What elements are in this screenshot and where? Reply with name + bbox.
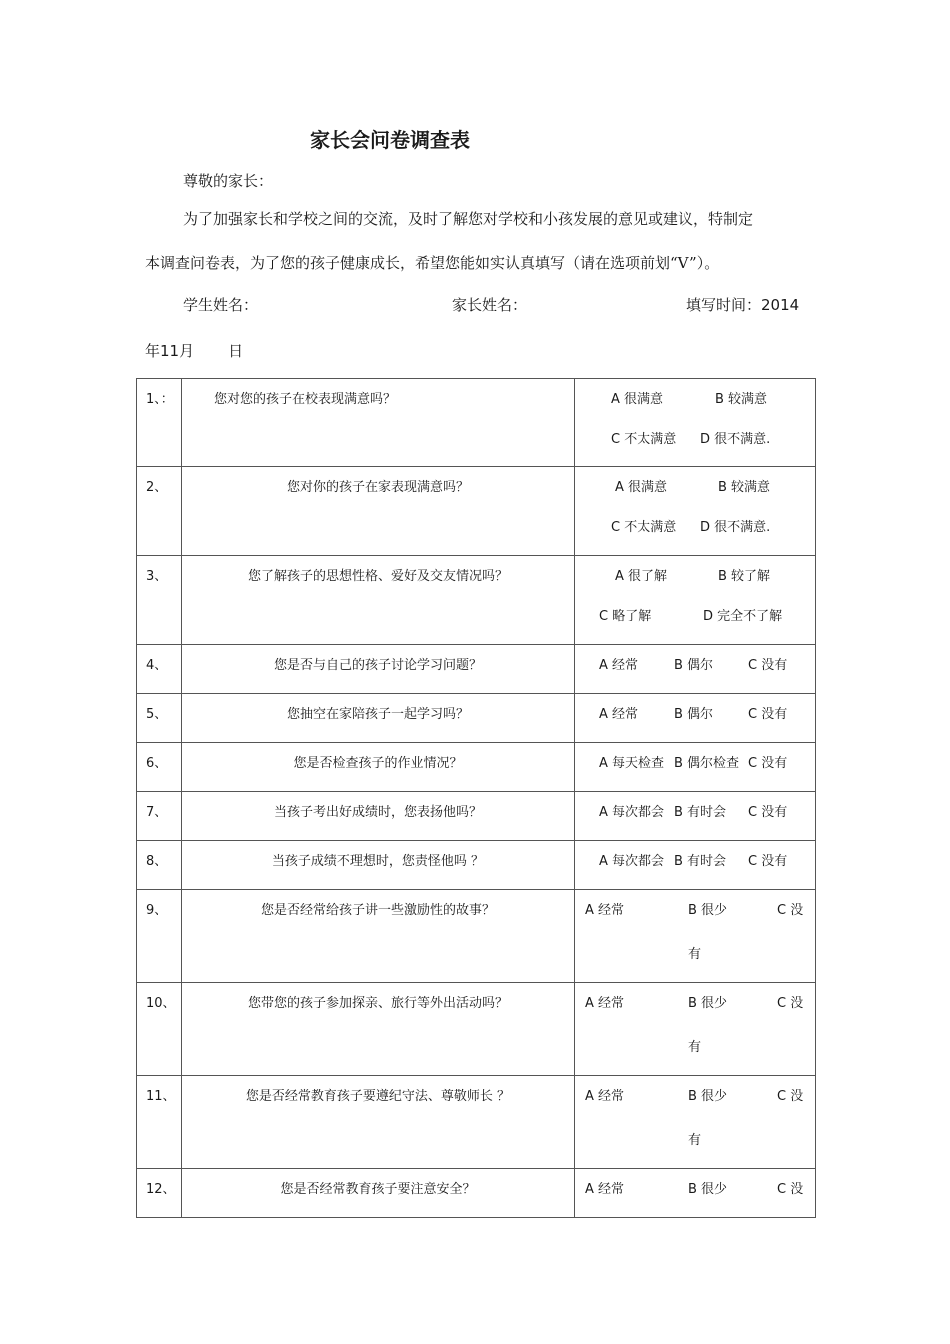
answer-option[interactable]: C 没有 [748,805,788,820]
question-text: 您是否与自己的孩子讨论学习问题？ [273,658,482,673]
answer-option[interactable]: A 每次都会 [599,805,665,820]
question-row [137,556,816,645]
option-line [575,983,815,1027]
option-line [575,841,815,881]
answer-option[interactable]: D 完全不了解 [703,609,783,624]
answer-option[interactable]: B 较了解 [718,569,771,584]
question-row [137,1169,816,1218]
option-line [575,1076,815,1120]
question-text: 您了解孩子的思想性格、爱好及交友情况吗？ [247,569,508,584]
answer-option[interactable]: C 没 [777,903,804,918]
greeting: 尊敬的家长： [183,172,274,190]
option-line [575,934,815,978]
fill-time-label: 填写时间：2014 [686,296,800,314]
answer-option[interactable]: B 偶尔 [674,658,714,673]
option-line [575,507,815,547]
answer-option[interactable]: C 不太满意 [611,432,677,447]
question-text: 您对你的孩子在家表现满意吗？ [286,480,469,495]
question-text: 当孩子考出好成绩时，您表扬他吗？ [273,805,482,820]
option-line [575,890,815,934]
question-text: 您是否经常教育孩子要注意安全？ [280,1182,476,1197]
question-row [137,467,816,556]
answer-option[interactable]: D 很不满意. [700,520,771,535]
question-number: 2、 [146,480,168,495]
question-row [137,983,816,1076]
question-text: 您对您的孩子在校表现满意吗？ [214,392,397,407]
answer-option[interactable]: B 偶尔检查 [674,756,740,771]
answer-option[interactable]: A 经常 [585,1182,625,1197]
option-line [575,419,815,459]
student-name-label: 学生姓名： [183,296,259,314]
answer-option[interactable]: A 很满意 [611,392,664,407]
option-line [575,596,815,636]
answer-option[interactable]: C 没有 [748,854,788,869]
answer-option[interactable]: C 没有 [748,756,788,771]
answer-option[interactable]: 有 [688,1133,702,1148]
survey-table [136,378,816,1218]
question-number: 5、 [146,707,168,722]
answer-option[interactable]: C 不太满意 [611,520,677,535]
question-number: 1、： [146,392,174,407]
parent-name-label: 家长姓名： [452,296,528,314]
date-day: 日 [228,342,244,360]
question-number: 6、 [146,756,168,771]
answer-option[interactable]: C 略了解 [599,609,652,624]
answer-option[interactable]: A 经常 [585,903,625,918]
question-row [137,743,816,792]
question-number: 4、 [146,658,168,673]
answer-option[interactable]: A 很了解 [615,569,668,584]
question-text: 您是否检查孩子的作业情况？ [293,756,463,771]
answer-option[interactable]: C 没 [777,1089,804,1104]
answer-option[interactable]: B 较满意 [718,480,771,495]
answer-option[interactable]: C 没 [777,996,804,1011]
option-line [575,556,815,596]
question-number: 11、 [146,1089,176,1104]
answer-option[interactable]: B 很少 [688,996,728,1011]
date-line [145,340,243,361]
answer-option[interactable]: D 很不满意. [700,432,771,447]
answer-option[interactable]: A 经常 [599,658,639,673]
question-number: 12、 [146,1182,176,1197]
option-line [575,1169,815,1209]
option-line [575,467,815,507]
page-title: 家长会问卷调查表 [310,128,470,152]
answer-option[interactable]: C 没 [777,1182,804,1197]
answer-option[interactable]: A 每次都会 [599,854,665,869]
answer-option[interactable]: B 很少 [688,1182,728,1197]
option-line [575,694,815,734]
answer-option[interactable]: 有 [688,1040,702,1055]
question-text: 您带您的孩子参加探亲、旅行等外出活动吗？ [247,996,508,1011]
question-text: 当孩子成绩不理想时，您责怪他吗 ？ [271,854,485,869]
answer-option[interactable]: B 有时会 [674,805,727,820]
question-text: 您是否经常给孩子讲一些激励性的故事？ [260,903,495,918]
question-number: 9、 [146,903,168,918]
answer-option[interactable]: A 经常 [599,707,639,722]
intro-line-2: 本调查问卷表，为了您的孩子健康成长，希望您能如实认真填写（请在选项前划“V”）。 [145,254,720,272]
answer-option[interactable]: C 没有 [748,658,788,673]
question-number: 7、 [146,805,168,820]
option-line [575,1120,815,1164]
date-month-unit: 月 [179,342,195,360]
question-text: 您是否经常教育孩子要遵纪守法、尊敬师长 ？ [245,1089,511,1104]
answer-option[interactable]: B 很少 [688,1089,728,1104]
answer-option[interactable]: 有 [688,947,702,962]
question-row [137,694,816,743]
question-number: 3、 [146,569,168,584]
answer-option[interactable]: B 较满意 [715,392,768,407]
answer-option[interactable]: A 很满意 [615,480,668,495]
question-number: 8、 [146,854,168,869]
intro-line-1: 为了加强家长和学校之间的交流，及时了解您对学校和小孩发展的意见或建议，特制定 [183,210,754,228]
question-row [137,841,816,890]
option-line [575,792,815,832]
question-row [137,1076,816,1169]
question-row [137,379,816,467]
option-line [575,1027,815,1071]
option-line [575,645,815,685]
answer-option[interactable]: B 很少 [688,903,728,918]
question-row [137,890,816,983]
question-text: 您抽空在家陪孩子一起学习吗？ [286,707,469,722]
question-number: 10、 [146,996,176,1011]
option-line [575,379,815,419]
answer-option[interactable]: A 经常 [585,1089,625,1104]
date-year: 年 [145,342,161,360]
answer-option[interactable]: B 偶尔 [674,707,714,722]
answer-option[interactable]: A 每天检查 [599,756,665,771]
option-line [575,743,815,783]
answer-option[interactable]: C 没有 [748,707,788,722]
answer-option[interactable]: B 有时会 [674,854,727,869]
date-month: 11 [160,342,180,360]
question-row [137,792,816,841]
answer-option[interactable]: A 经常 [585,996,625,1011]
question-row [137,645,816,694]
